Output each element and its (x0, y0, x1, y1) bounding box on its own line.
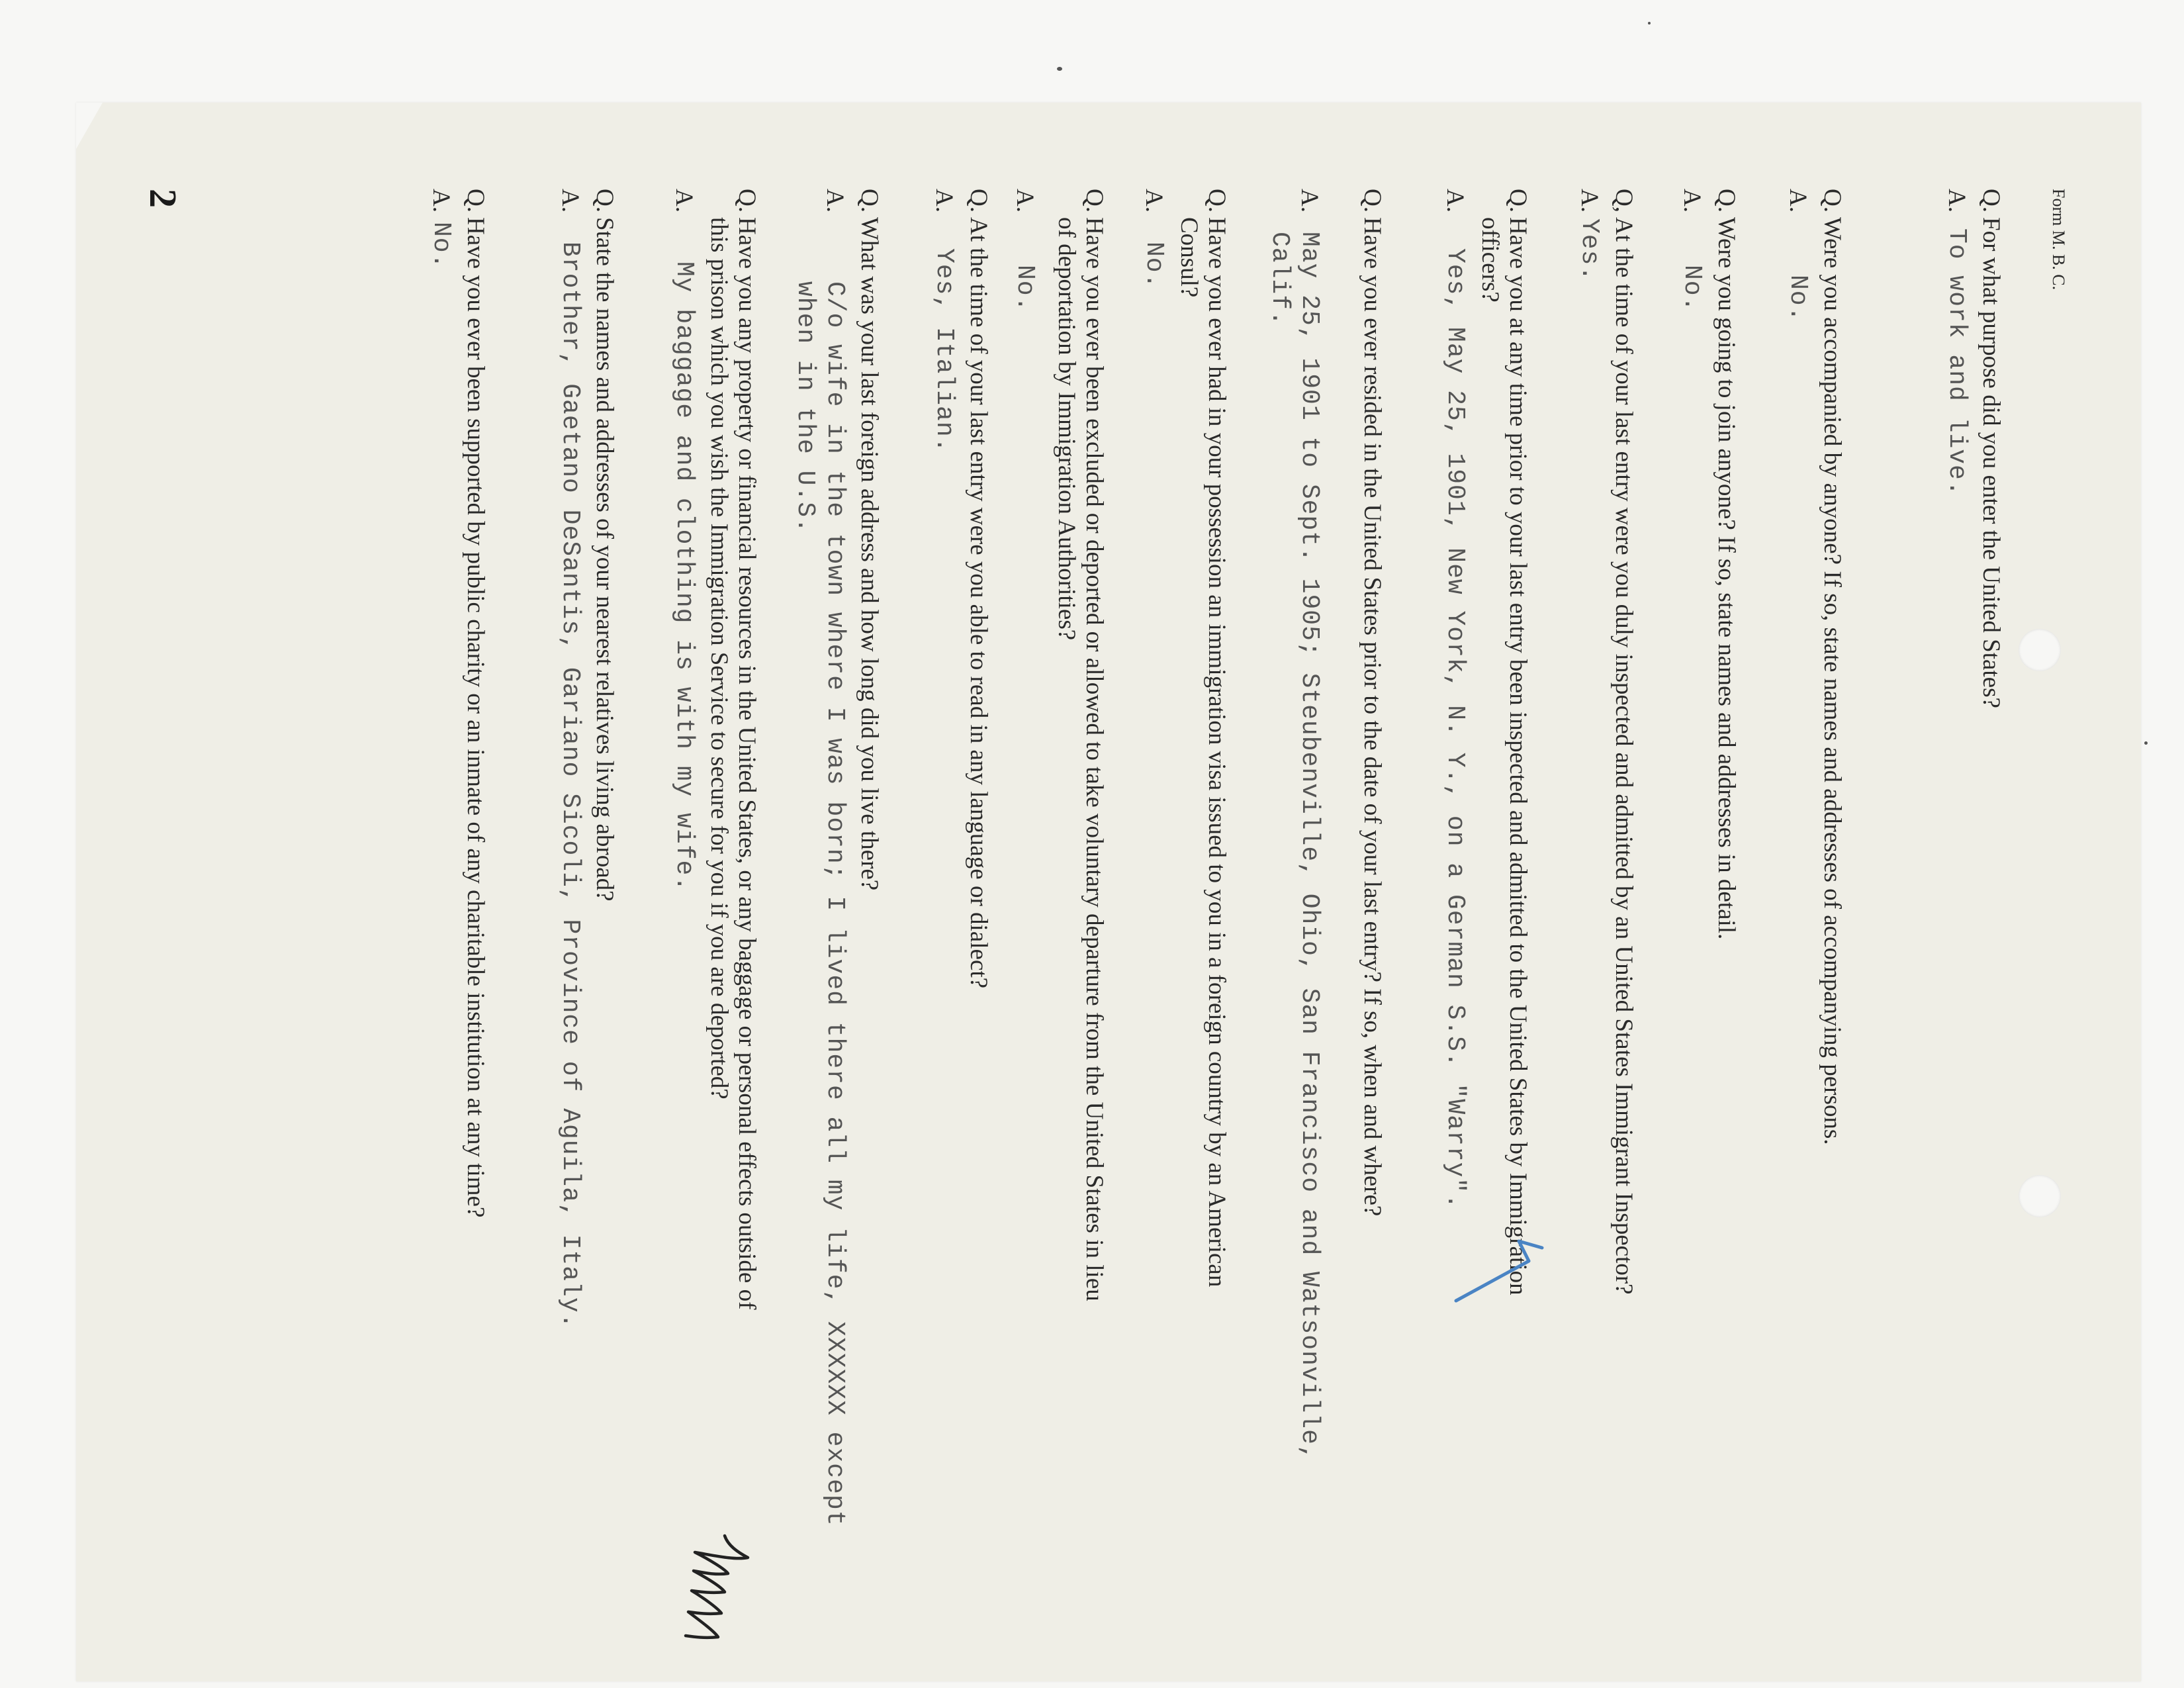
answer-label: A. (821, 189, 848, 212)
question-text: Have you any property or financial resources in the United States, or any baggage or personal effects outside of (733, 217, 760, 1310)
answer-label: A. (1576, 189, 1603, 212)
answer-label: A. (557, 189, 584, 212)
answer-text: No. (1678, 265, 1706, 312)
answer-label: A. (1011, 189, 1038, 212)
answer-text: C/o wife in the town where I was born; I lived there all my life, XXXXXX except (821, 281, 849, 1526)
answer-text: To work and live. (1942, 228, 1971, 496)
question-text: Have you ever had in your possession an immigration visa issued to you in a foreign country by an American (1203, 217, 1230, 1288)
question-text: Have you ever been excluded or deported or allowed to take voluntary departure from the United States in lieu (1081, 217, 1108, 1301)
answer-label: A. (931, 189, 958, 212)
answer-text: May 25, 1901 to Sept. 1905; Steubenville, Ohio, San Francisco and Watsonville, (1295, 232, 1324, 1461)
question-text: Were you going to join anyone? If so, state names and addresses in detail. (1713, 217, 1740, 940)
question-text: officers? (1477, 217, 1504, 303)
answer-label: A. (1678, 189, 1706, 212)
question-label: Q. (1978, 189, 2005, 212)
question-label: Q. (965, 189, 992, 212)
answer-label: A. (1140, 189, 1167, 212)
question-text: At the time of your last entry were you duly inspected and admitted by an United States Immigrant Inspector? (1610, 217, 1637, 1295)
question-label: Q. (1359, 189, 1386, 212)
answer-label: A. (1441, 189, 1469, 212)
question-label: Q, (1610, 189, 1637, 212)
form-content (136, 189, 2068, 1592)
question-text: State the names and addresses of your nearest relatives living abroad? (591, 217, 618, 902)
question-text: Consul? (1175, 217, 1203, 298)
question-text: For what purpose did you enter the United States? (1978, 217, 2005, 708)
answer-text: My baggage and clothing is with my wife. (670, 261, 698, 892)
initials-signature-icon (682, 1532, 754, 1655)
question-label: Q. (1504, 189, 1531, 212)
answer-label: A. (1296, 189, 1323, 212)
answer-text: No. (1784, 275, 1812, 322)
speck (1648, 22, 1651, 24)
answer-text: Yes, May 25, 1901, New York, N. Y., on a German S.S. "Warry". (1441, 248, 1469, 1210)
form-id: Form M. B. C. (2049, 189, 2068, 291)
answer-text: No. (427, 222, 455, 269)
question-label: Q. (462, 189, 489, 212)
answer-text: Yes. (1575, 218, 1604, 282)
question-text: this prison which you wish the Immigration Service to secure for you if you are deported? (705, 217, 733, 1100)
answer-text: No. (1140, 242, 1168, 289)
page-number: 2 (142, 189, 185, 208)
question-text: Were you accompanied by anyone? If so, state names and addresses of accompanying persons. (1819, 217, 1846, 1145)
question-label: Q. (1819, 189, 1846, 212)
answer-text: No. (1011, 265, 1039, 312)
answer-text: when in the U.S. (791, 281, 819, 534)
check-mark-icon (1449, 1221, 1555, 1321)
question-label: Q. (856, 189, 883, 212)
answer-label: A. (1943, 189, 1970, 212)
speck (2144, 741, 2148, 745)
question-text: What was your last foreign address and how long did you live there? (856, 217, 883, 891)
folded-corner (76, 103, 103, 149)
question-label: Q. (591, 189, 618, 212)
answer-label: A. (1784, 189, 1811, 212)
question-text: Have you ever resided in the United States prior to the date of your last entry? If so, when and where? (1359, 217, 1386, 1217)
question-label: Q. (733, 189, 760, 212)
question-label: Q. (1081, 189, 1108, 212)
speck (1057, 67, 1062, 71)
question-text: At the time of your last entry were you able to read in any language or dialect? (965, 217, 992, 989)
question-text: Have you at any time prior to your last entry been inspected and admitted to the United States by Immigration (1504, 217, 1531, 1295)
question-label: Q. (1713, 189, 1740, 212)
question-label: Q. (1203, 189, 1230, 212)
answer-text: Calif. (1265, 232, 1294, 326)
question-text: of deportation by Immigration Authorities? (1053, 217, 1080, 641)
answer-label: A. (428, 189, 455, 212)
answer-text: Yes, Italian. (930, 248, 958, 453)
answer-label: A. (670, 189, 698, 212)
answer-text: Brother, Gaetano DeSantis, Gariano Sicoli, Province of Aguila, Italy. (556, 242, 584, 1329)
question-text: Have you ever been supported by public charity or an inmate of any charitable institution at any time? (462, 217, 489, 1218)
